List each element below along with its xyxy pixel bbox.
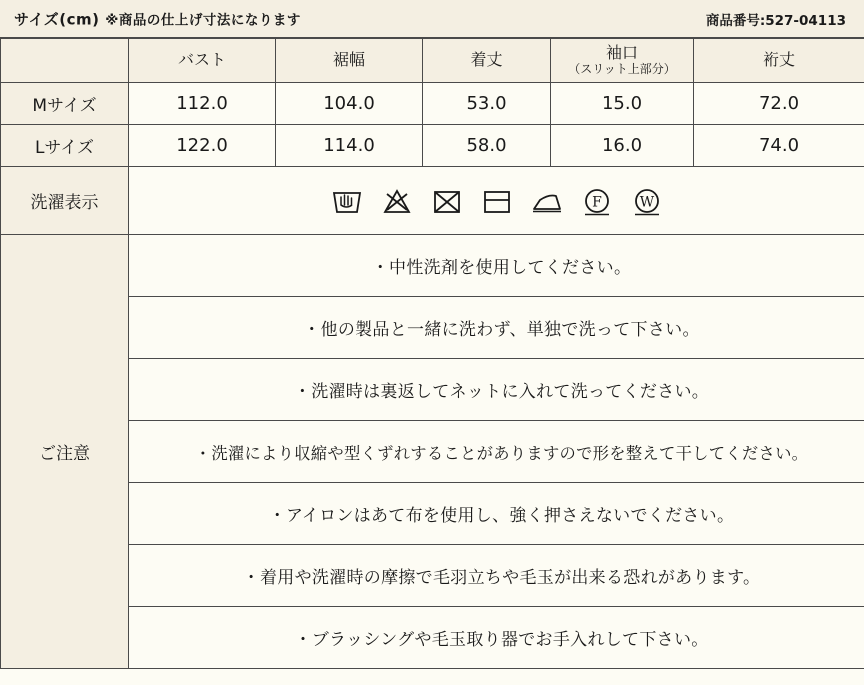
caution-item-text: ・中性洗剤を使用してください。 [371,258,632,278]
caution-item [129,359,864,421]
cell-m-cuff: 15.0 [551,83,694,125]
caution-row [1,235,864,297]
cell-l-hem-width: 114.0 [276,125,423,167]
caution-item-text: ・他の製品と一緒に洗わず、単独で洗って下さい。 [303,320,700,340]
header-title-group [14,8,301,29]
cell-m-length: 53.0 [423,83,551,125]
no-bleach-icon [380,185,414,217]
caution-item [129,483,864,545]
caution-row [1,483,864,545]
caution-item-text: ・ブラッシングや毛玉取り器でお手入れして下さい。 [294,630,709,650]
column-header-cuff-sublabel: （スリット上部分） [568,62,676,77]
cell-m-hem-width: 104.0 [276,83,423,125]
sheet-header [0,0,864,38]
caution-item-text: ・洗濯により収縮や型くずれすることがありますので形を整えて干してください。 [194,443,809,463]
svg-text:W: W [639,194,654,210]
row-label-m: Mサイズ [1,83,129,125]
caution-label: ご注意 [1,235,129,669]
caution-item [129,421,864,483]
caution-row [1,607,864,669]
cell-m-sleeve-length: 72.0 [694,83,864,125]
flat-dry-icon [480,185,514,217]
caution-item-text: ・着用や洗濯時の摩擦で毛羽立ちや毛玉が出来る恐れがあります。 [242,568,761,588]
column-header-hem-width [276,39,423,83]
washing-row [1,167,864,235]
column-header-cuff [551,39,694,83]
header-note: ※商品の仕上げ寸法になります [105,12,301,28]
caution-item-text: ・洗濯時は裏返してネットに入れて洗ってください。 [293,382,710,402]
column-header-blank [1,39,129,83]
iron-low-icon [530,185,564,217]
svg-text:F: F [591,194,602,210]
table-header-row [1,39,864,83]
caution-row [1,545,864,607]
caution-item [129,297,864,359]
size-table [0,38,864,669]
cell-l-sleeve-length: 74.0 [694,125,864,167]
cell-l-bust: 122.0 [129,125,276,167]
caution-item [129,607,864,669]
caution-row [1,421,864,483]
column-header-length-label: 着丈 [470,50,503,70]
caution-item [129,545,864,607]
hand-wash-icon [330,185,364,217]
dryclean-f-icon [580,185,614,217]
product-code: 商品番号:527-04113 [705,12,846,29]
column-header-hem-width-label: 裾幅 [332,50,365,70]
column-header-bust [129,39,276,83]
caution-row [1,359,864,421]
page-title: サイズ(cm) [14,10,100,28]
caution-item-text: ・アイロンはあて布を使用し、強く押さえないでください。 [268,506,735,526]
column-header-sleeve-length [694,39,864,83]
column-header-bust-label: バスト [177,50,226,70]
column-header-sleeve-length-label: 裄丈 [762,50,795,70]
table-row [1,125,864,167]
cell-m-bust: 112.0 [129,83,276,125]
cell-l-cuff: 16.0 [551,125,694,167]
cell-l-length: 58.0 [423,125,551,167]
row-label-l: Lサイズ [1,125,129,167]
caution-item [129,235,864,297]
washing-label: 洗濯表示 [1,167,129,235]
wet-clean-w-icon [630,185,664,217]
column-header-length [423,39,551,83]
caution-row [1,297,864,359]
column-header-cuff-label: 袖口 [605,42,638,62]
washing-icons-cell [129,167,864,235]
table-row [1,83,864,125]
no-tumble-dry-icon [430,185,464,217]
